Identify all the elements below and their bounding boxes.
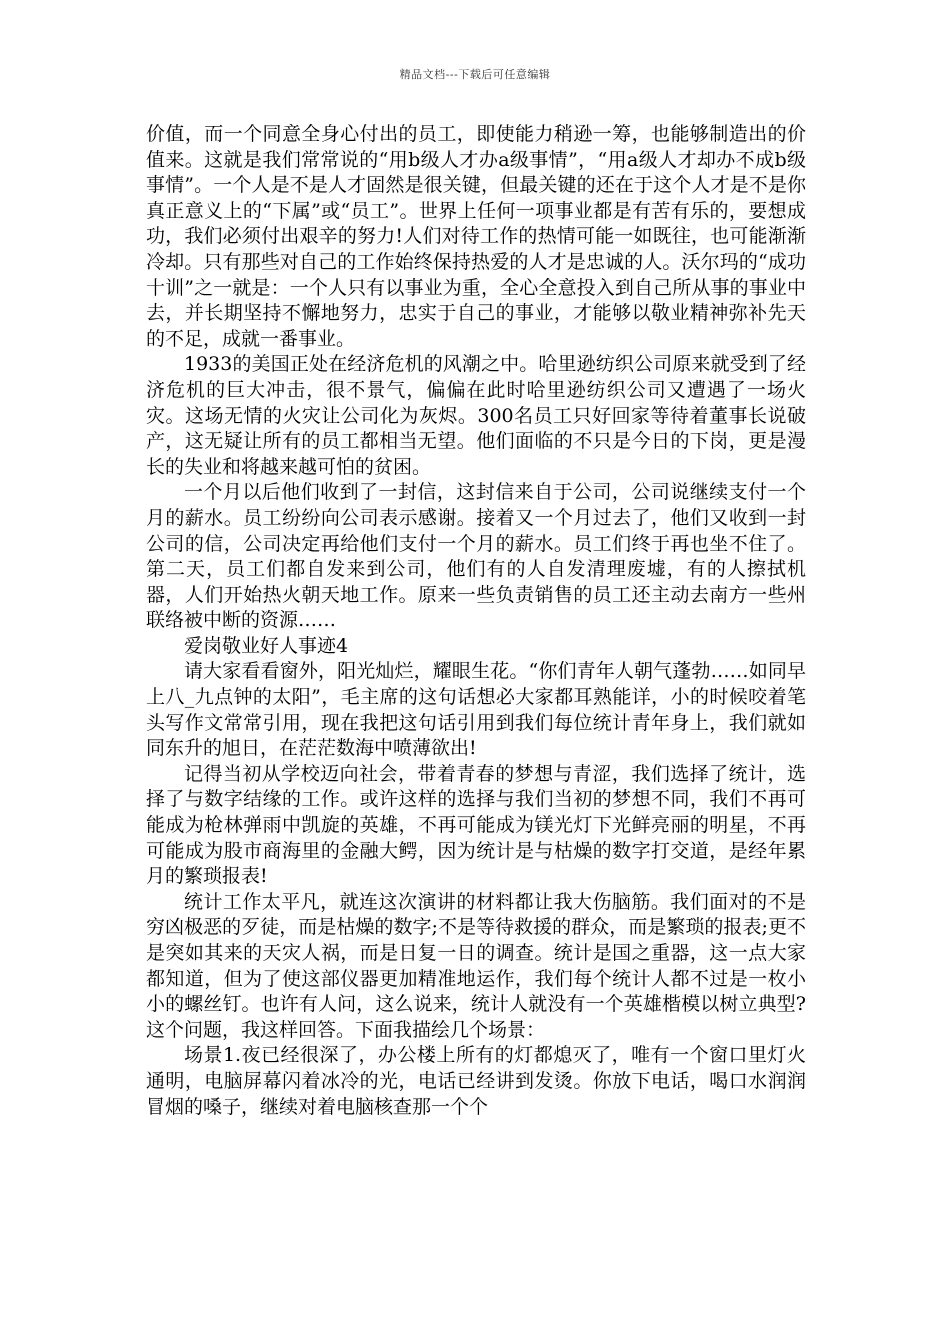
- paragraph-6: 记得当初从学校迈向社会，带着青春的梦想与青涩，我们选择了统计，选择了与数字结缘的工作。或许这样的选择与我们当初的梦想不同，我们不再可能成为枪林弹雨中凯旋的英雄，不再可能成为镁光灯下光鲜亮丽的明星，不再可能成为股市商海里的金融大鳄，因为统计是与枯燥的数字打交道，是经年累月的繁琐报表!: [146, 762, 806, 888]
- section-heading: 爱岗敬业好人事迹4: [184, 634, 349, 657]
- paragraph-1: 价值，而一个同意全身心付出的员工，即使能力稍逊一筹，也能够制造出的价值来。这就是我们常常说的“用b级人才办a级事情”，“用a级人才却办不成b级事情”。一个人是不是人才固然是很关键，但最关键的还在于这个人才是不是你真正意义上的“下属”或“员工”。世界上任何一项事业都是有苦有乐的，要想成功，我们必须付出艰辛的努力!人们对待工作的热情可能一如既往，也可能渐渐冷却。只有那些对自己的工作始终保持热爱的人才是忠诚的人。沃尔玛的“成功十训”之一就是：一个人只有以事业为重，全心全意投入到自己所从事的事业中去，并长期坚持不懈地努力，忠实于自己的事业，才能够以敬业精神弥补先天的不足，成就一番事业。: [146, 123, 806, 350]
- page-header: 精品文档---下载后可任意编辑: [399, 68, 551, 81]
- paragraph-5: 请大家看看窗外，阳光灿烂，耀眼生花。“你们青年人朝气蓬勃……如同早上八_九点钟的太阳”，毛主席的这句话想必大家都耳熟能详，小的时候咬着笔头写作文常常引用，现在我把这句话引用到我们每位统计青年身上，我们就如同东升的旭日，在茫茫数海中喷薄欲出!: [146, 660, 806, 760]
- paragraph-3: 一个月以后他们收到了一封信，这封信来自于公司，公司说继续支付一个月的薪水。员工纷纷向公司表示感谢。接着又一个月过去了，他们又收到一封公司的信，公司决定再给他们支付一个月的薪水。员工们终于再也坐不住了。第二天，员工们都自发来到公司，他们有的人自发清理废墟，有的人擦拭机器，人们开始热火朝天地工作。原来一些负责销售的员工还主动去南方一些州联络被中断的资源……: [146, 481, 806, 632]
- paragraph-8: 场景1.夜已经很深了，办公楼上所有的灯都熄灭了，唯有一个窗口里灯火通明，电脑屏幕闪着冰冷的光，电话已经讲到发烫。你放下电话，喝口水润润冒烟的嗓子，继续对着电脑核查那一个个: [146, 1044, 806, 1118]
- document-body: [146, 122, 806, 1120]
- paragraph-7: 统计工作太平凡，就连这次演讲的材料都让我大伤脑筋。我们面对的不是穷凶极恶的歹徒，而是枯燥的数字;不是等待救援的群众，而是繁琐的报表;更不是突如其来的天灾人祸，而是日复一日的调查。统计是国之重器，这一点大家都知道，但为了使这部仪器更加精准地运作，我们每个统计人都不过是一枚小小的螺丝钉。也许有人问，这么说来，统计人就没有一个英雄楷模以树立典型?这个问题，我这样回答。下面我描绘几个场景：: [146, 890, 806, 1041]
- paragraph-2: 1933的美国正处在经济危机的风潮之中。哈里逊纺织公司原来就受到了经济危机的巨大冲击，很不景气，偏偏在此时哈里逊纺织公司又遭遇了一场火灾。这场无情的火灾让公司化为灰烬。300名员工只好回家等待着董事长说破产，这无疑让所有的员工都相当无望。他们面临的不只是今日的下岗，更是漫长的失业和将越来越可怕的贫困。: [146, 353, 806, 478]
